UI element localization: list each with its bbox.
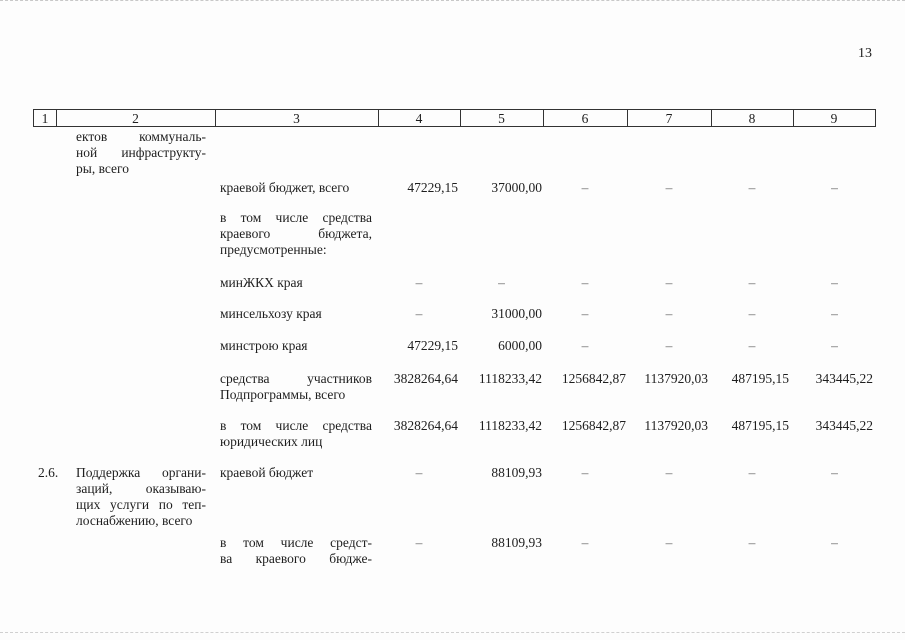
row-label-line: в том числе средства: [220, 418, 372, 433]
item-desc-line: заций, оказываю-: [76, 481, 206, 496]
item-desc-line: Поддержка органи-: [76, 465, 206, 480]
cell-value: 3828264,64: [393, 418, 458, 433]
cell-value: 6000,00: [498, 338, 542, 353]
item-desc-line: лоснабжению, всего: [76, 513, 193, 528]
cont-desc-line: ры, всего: [76, 161, 129, 176]
cell-value: 1256842,87: [561, 371, 626, 386]
cell-dash: –: [498, 275, 505, 290]
cell-dash: –: [831, 465, 838, 480]
cell-value: 1137920,03: [644, 418, 708, 433]
cell-dash: –: [831, 338, 838, 353]
cell-value: 88109,93: [491, 465, 542, 480]
row-label-line: Подпрограммы, всего: [220, 387, 346, 402]
cell-value: 487195,15: [731, 371, 789, 386]
cell-value: 47229,15: [407, 338, 458, 353]
row-label-line: предусмотренные:: [220, 242, 327, 257]
row-label: минсельхозу края: [220, 306, 322, 321]
cell-dash: –: [748, 180, 756, 195]
cell-dash: –: [665, 338, 673, 353]
cell-dash: –: [581, 338, 589, 353]
cell-dash: –: [748, 535, 756, 550]
header-col-6: 6: [581, 111, 589, 126]
row-label-line: в том числе средства: [220, 210, 372, 225]
cell-value: 1256842,87: [561, 418, 626, 433]
cell-dash: –: [415, 465, 423, 480]
cell-dash: –: [581, 180, 589, 195]
row-label-line: краевого бюджета,: [220, 226, 372, 241]
header-col-4: 4: [415, 111, 423, 126]
page-bottom-edge: [0, 632, 905, 633]
cell-dash: –: [415, 275, 423, 290]
cell-dash: –: [831, 180, 838, 195]
cell-dash: –: [665, 180, 673, 195]
header-col-9: 9: [830, 111, 838, 126]
cell-dash: –: [748, 306, 756, 321]
header-col-7: 7: [665, 111, 673, 126]
row-label-line: юридических лиц: [220, 434, 323, 449]
row-label: краевой бюджет, всего: [220, 180, 350, 195]
item-number: 2.6.: [38, 465, 59, 480]
cell-dash: –: [831, 275, 838, 290]
cell-dash: –: [665, 275, 673, 290]
cell-dash: –: [748, 465, 756, 480]
table-header-row: [33, 109, 876, 127]
cell-value: 1118233,42: [478, 418, 542, 433]
cell-dash: –: [581, 465, 589, 480]
cell-dash: –: [831, 306, 838, 321]
cell-value: 3828264,64: [393, 371, 458, 386]
header-col-3: 3: [293, 111, 300, 126]
cell-dash: –: [581, 535, 589, 550]
row-label: краевой бюджет: [220, 465, 314, 480]
item-desc-line: щих услуги по теп-: [76, 497, 206, 512]
header-col-2: 2: [132, 111, 139, 126]
cell-dash: –: [665, 465, 673, 480]
cell-value: 1137920,03: [644, 371, 708, 386]
cell-dash: –: [665, 535, 673, 550]
cell-value: 343445,22: [815, 418, 873, 433]
cell-value: 88109,93: [491, 535, 542, 550]
cell-dash: –: [581, 306, 589, 321]
cont-desc-line: ектов коммуналь-: [76, 129, 206, 144]
row-label-line: средства участников: [220, 371, 372, 386]
cell-value: 37000,00: [491, 180, 542, 195]
cell-value: 487195,15: [731, 418, 789, 433]
row-label-line: в том числе средст-: [220, 535, 372, 550]
cell-value: 343445,22: [815, 371, 873, 386]
cell-dash: –: [581, 275, 589, 290]
cell-dash: –: [831, 535, 838, 550]
cell-value: 47229,15: [407, 180, 458, 195]
cell-value: 1118233,42: [478, 371, 542, 386]
cell-dash: –: [748, 338, 756, 353]
row-label: минстрою края: [220, 338, 308, 353]
header-col-1: 1: [41, 111, 49, 126]
page-top-edge: [0, 0, 905, 1]
cell-dash: –: [415, 306, 423, 321]
cell-dash: –: [415, 535, 423, 550]
cell-dash: –: [665, 306, 673, 321]
row-label-line: ва краевого бюдже-: [220, 551, 372, 566]
cell-value: 31000,00: [491, 306, 542, 321]
cell-dash: –: [748, 275, 756, 290]
row-label: минЖКХ края: [220, 275, 303, 290]
header-col-8: 8: [748, 111, 756, 126]
cont-desc-line: ной инфраструкту-: [76, 145, 206, 160]
page-number: 13: [858, 46, 872, 61]
header-col-5: 5: [498, 111, 505, 126]
